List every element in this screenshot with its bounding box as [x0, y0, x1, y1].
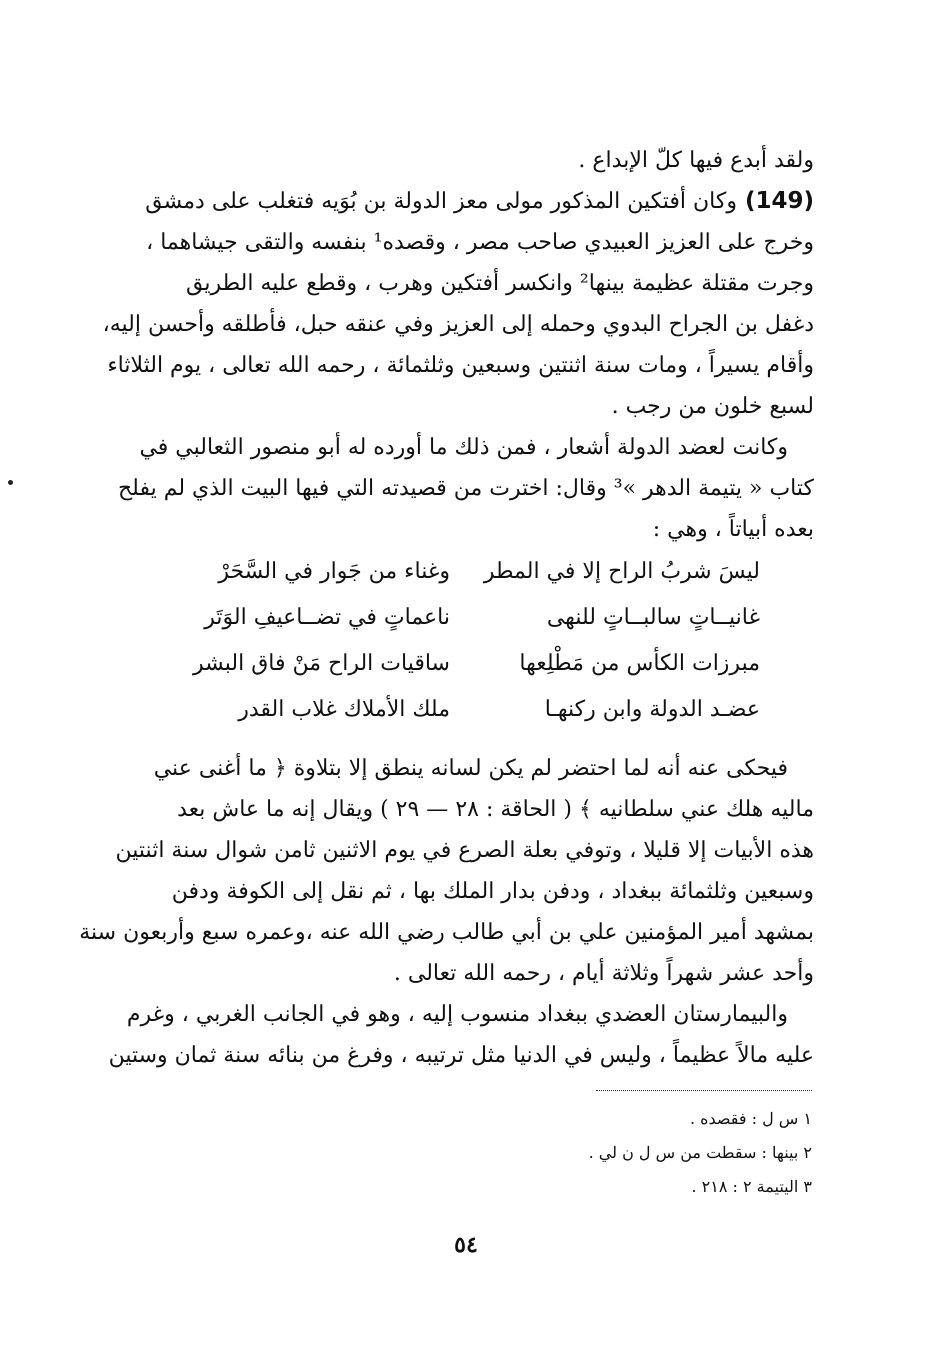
paragraph-3	[114, 427, 814, 550]
text-line: وأحد عشر شهراً وثلاثة أيام ، رحمه الله تعالى .	[393, 961, 814, 986]
text-line	[114, 181, 814, 222]
footnote-2: ٢ بينها : سقطت من س ل ن لي .	[588, 1143, 812, 1162]
paragraph-5	[108, 994, 814, 1076]
poem-verse	[160, 640, 760, 686]
paragraph-entry-149	[102, 181, 814, 427]
entry-first-line: وكان أفتكين المذكور مولى معز الدولة بن بُوَيه فتغلب على دمشق	[145, 189, 737, 214]
text-line: والبيمارستان العضدي ببغداد منسوب إليه ، وهو في الجانب الغربي ، وغرم	[126, 1002, 788, 1027]
text-line: وخرج على العزيز العبيدي صاحب مصر ، وقصده¹ بنفسه والتقى جيشاهما ،	[146, 230, 814, 255]
text-line: وأقام يسيراً ، ومات سنة اثنتين وسبعين وثلثمائة ، رحمه الله تعالى ، يوم الثلاثاء	[107, 353, 814, 378]
poem-hemistich-first: مبرزات الكأس من مَطْلِعها	[519, 650, 760, 676]
text-line: بعده أبياتاً ، وهي :	[652, 517, 814, 542]
poem-hemistich-second: ملك الأملاك غلاب القدر	[238, 696, 450, 722]
poem-hemistich-second: وغناء من جَوار في السَّحَرْ	[218, 558, 450, 584]
text-line: عليه مالاً عظيماً ، وليس في الدنيا مثل ترتيبه ، وفرغ من بنائه سنة ثمان وستين	[108, 1043, 814, 1068]
poem-verse	[160, 548, 760, 594]
poem-verse	[160, 594, 760, 640]
poem-verse	[160, 686, 760, 732]
footnote-separator	[596, 1090, 812, 1091]
footnote-1: ١ س ل : فقصده .	[689, 1109, 812, 1128]
footnote-3: ٣ اليتيمة ٢ : ٢١٨ .	[691, 1177, 812, 1196]
main-text-bottom	[79, 748, 814, 1076]
paragraph-1	[114, 140, 814, 181]
poem-hemistich-second: ساقيات الراح مَنْ فاق البشر	[193, 650, 450, 676]
text-line: وجرت مقتلة عظيمة بينها² وانكسر أفتكين وهرب ، وقطع عليه الطريق	[185, 271, 814, 296]
text-line: وكانت لعضد الدولة أشعار ، فمن ذلك ما أورده له أبو منصور الثعالبي في	[139, 435, 788, 460]
entry-number: (149)	[744, 188, 814, 214]
poem-hemistich-first: عضـد الدولة وابن ركنهـا	[544, 696, 760, 722]
text-line: كتاب « يتيمة الدهر »³ وقال: اخترت من قصيدته التي فيها البيت الذي لم يفلح	[117, 476, 814, 501]
text-line: دغفل بن الجراح البدوي وحمله إلى العزيز وفي عنقه حبل، فأطلقه وأحسن إليه،	[102, 312, 814, 337]
footnotes	[400, 1102, 812, 1204]
poem-hemistich-first: ليسَ شربُ الراح إلا في المطر	[483, 558, 760, 584]
margin-dot	[8, 480, 13, 485]
text-line: وسبعين وثلثمائة ببغداد ، ودفن بدار الملك بها ، ثم نقل إلى الكوفة ودفن	[171, 879, 814, 904]
text-line: بمشهد أمير المؤمنين علي بن أبي طالب رضي الله عنه ،وعمره سبع وأربعون سنة	[79, 920, 814, 945]
text-line: فيحكى عنه أنه لما احتضر لم يكن لسانه ينطق إلا بتلاوة ﴿ ما أغنى عني	[153, 756, 788, 781]
text-line: ماليه هلك عني سلطانيه ﴾ ( الحاقة : ٢٨ — ٢٩ ) ويقال إنه ما عاش بعد	[177, 797, 814, 822]
poem-hemistich-second: ناعماتٍ في تضــاعيفِ الوَتَر	[204, 604, 450, 630]
text-line: ولقد أبدع فيها كلّ الإبداع .	[578, 148, 814, 173]
paragraph-4	[79, 748, 814, 994]
poem-hemistich-first: غانيــاتٍ سالبــاتٍ للنهى	[546, 604, 760, 630]
main-text-top	[102, 140, 814, 550]
page-number: ٥٤	[454, 1232, 478, 1258]
text-line: هذه الأبيات إلا قليلا ، وتوفي بعلة الصرع في يوم الاثنين ثامن شوال سنة اثنتين	[115, 838, 814, 863]
text-line: لسبع خلون من رجب .	[611, 394, 814, 419]
poem	[160, 548, 760, 732]
